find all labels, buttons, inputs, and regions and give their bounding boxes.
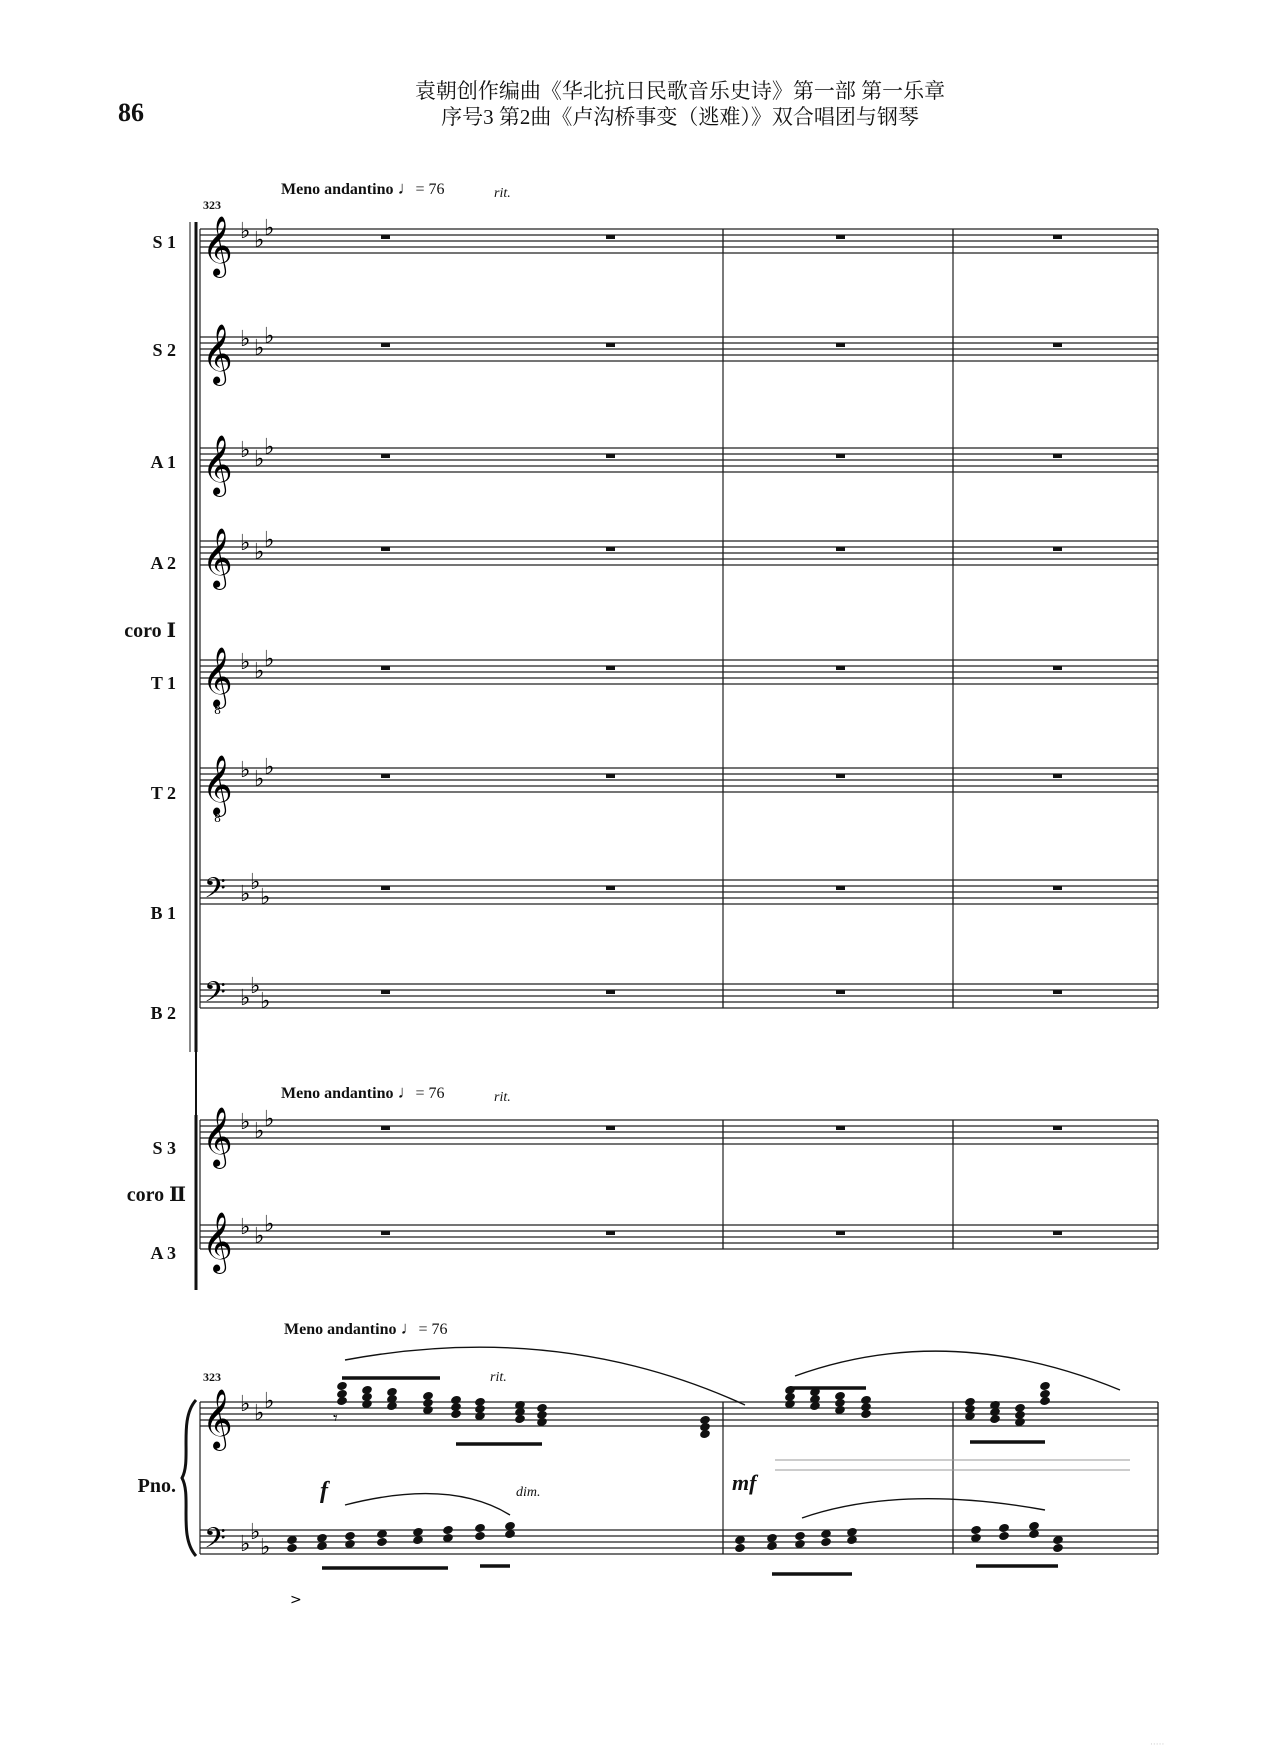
flat-icon: ♭ [240,986,251,1011]
bass-clef-icon: 𝄢 [204,1522,226,1562]
whole-rest-icon [606,454,615,458]
quarter-note-icon: ♩ [397,178,416,198]
piano-lh-chord-notehead [376,1537,388,1548]
whole-rest-icon [381,547,390,551]
group-label-coro2: coro Ⅱ [126,1184,186,1206]
piano-lh-chord-notehead [286,1543,298,1554]
whole-rest-icon [1053,343,1062,347]
staff-label-t2: T 2 [150,783,176,803]
flat-icon: ♭ [240,327,251,352]
measure-number-piano: 323 [203,1370,221,1384]
flat-icon: ♭ [240,219,251,244]
whole-rest-icon [381,1126,390,1130]
flat-icon: ♭ [240,438,251,463]
tempo-text: Meno andantino [284,1321,397,1338]
whole-rest-icon [1053,1126,1062,1130]
staff-label-b1: B 1 [150,903,176,923]
piano-lh-chord-notehead [734,1543,746,1554]
staff-label-piano: Pno. [137,1475,176,1497]
whole-rest-icon [606,666,615,670]
piano-lh-chord-notehead [1052,1543,1064,1554]
flat-icon: ♭ [264,647,275,672]
treble-clef-icon: 𝄞 [202,435,233,495]
whole-rest-icon [606,1126,615,1130]
flat-icon: ♭ [254,767,265,792]
flat-icon: ♭ [240,531,251,556]
accent-icon: > [290,1592,302,1608]
dynamic-forte: f [320,1478,328,1504]
whole-rest-icon [381,774,390,778]
staff-label-s1: S 1 [152,232,176,252]
whole-rest-icon [381,1231,390,1235]
flat-icon: ♭ [250,974,261,999]
whole-rest-icon [1053,235,1062,239]
whole-rest-icon [606,886,615,890]
page-number: 86 [118,98,144,127]
piano-rh-chord-notehead [1039,1396,1051,1407]
flat-icon: ♭ [240,650,251,675]
measure-number-choir: 323 [203,198,221,212]
staff-label-s2: S 2 [152,340,176,360]
whole-rest-icon [836,990,845,994]
flat-icon: ♭ [264,1107,275,1132]
rit-marking-piano: rit. [490,1370,507,1385]
piano-lh-chord-notehead [998,1523,1010,1534]
staff-label-b2: B 2 [150,1003,176,1023]
treble-clef-icon: 𝄞 [202,1107,233,1167]
piano-lh-chord-notehead [442,1525,454,1536]
tempo-text: Meno andantino [281,181,394,198]
whole-rest-icon [836,774,845,778]
bass-clef-icon: 𝄢 [204,872,226,912]
eighth-rest-icon: 𝄾 [333,1408,338,1429]
whole-rest-icon [606,1231,615,1235]
flat-icon: ♭ [240,1215,251,1240]
flat-icon: ♭ [240,882,251,907]
page-title: 袁朝创作编曲《华北抗日民歌音乐史诗》第一部 第一乐章 [414,79,946,103]
whole-rest-icon [606,235,615,239]
quarter-note-icon: ♩ [397,1082,416,1102]
rit-marking-choir1: rit. [494,186,511,201]
rit-marking-choir2: rit. [494,1090,511,1105]
slur [795,1351,1120,1390]
dynamic-mezzoforte: mf [732,1470,757,1495]
flat-icon: ♭ [254,1119,265,1144]
piano-rh-chord-notehead [336,1396,348,1407]
flat-icon: ♭ [254,447,265,472]
flat-icon: ♭ [260,1535,271,1560]
whole-rest-icon [836,454,845,458]
whole-rest-icon [381,454,390,458]
flat-icon: ♭ [260,885,271,910]
flat-icon: ♭ [254,228,265,253]
whole-rest-icon [836,547,845,551]
piano-lh-chord-notehead [820,1537,832,1548]
flat-icon: ♭ [240,1532,251,1557]
tempo-bpm: = 76 [415,1085,445,1102]
flat-icon: ♭ [240,758,251,783]
group-label-coro1: coro Ⅰ [124,620,176,642]
bass-clef-icon: 𝄢 [204,976,226,1016]
flat-icon: ♭ [254,336,265,361]
staff-label-a3: A 3 [150,1243,176,1263]
treble-clef-icon: 𝄞 [202,324,233,384]
page-subtitle: 序号3 第2曲《卢沟桥事变（逃难）》双合唱团与钢琴 [441,105,919,129]
treble-clef-icon: 𝄞 [202,528,233,588]
piano-rh-chord-notehead [336,1381,348,1392]
piano-rh-chord-notehead [860,1409,872,1420]
whole-rest-icon [1053,1231,1062,1235]
slur [345,1347,745,1405]
piano-rh-chord-notehead [514,1414,526,1425]
treble-clef-icon: 𝄞 [202,647,233,707]
octave-8-icon: 8 [214,704,221,717]
whole-rest-icon [381,343,390,347]
flat-icon: ♭ [264,528,275,553]
piano-brace-icon [182,1400,196,1556]
flat-icon: ♭ [264,435,275,460]
octave-8-icon: 8 [214,812,221,825]
footer-watermark: ····· [1150,1740,1165,1750]
staff-label-t1: T 1 [150,673,176,693]
whole-rest-icon [606,774,615,778]
staff-label-a1: A 1 [150,452,176,472]
whole-rest-icon [1053,454,1062,458]
piano-lh-chord-notehead [998,1531,1010,1542]
treble-clef-icon: 𝄞 [202,1389,233,1449]
whole-rest-icon [606,547,615,551]
dynamic-dim: dim. [516,1485,541,1500]
piano-lh-chord-notehead [474,1523,486,1534]
staff-label-a2: A 2 [150,553,176,573]
treble-clef-icon: 𝄞 [202,216,233,276]
whole-rest-icon [836,666,845,670]
piano-rh-chord-notehead [989,1414,1001,1425]
staff-label-s3: S 3 [152,1138,176,1158]
piano-lh-chord-notehead [970,1525,982,1536]
piano-rh-chord-notehead [450,1409,462,1420]
whole-rest-icon [836,1231,845,1235]
flat-icon: ♭ [264,324,275,349]
whole-rest-icon [836,886,845,890]
whole-rest-icon [836,343,845,347]
flat-icon: ♭ [254,659,265,684]
whole-rest-icon [381,886,390,890]
whole-rest-icon [1053,547,1062,551]
flat-icon: ♭ [260,989,271,1014]
piano-lh-chord-notehead [344,1531,356,1542]
flat-icon: ♭ [254,1401,265,1426]
piano-lh-chord-notehead [794,1531,806,1542]
quarter-note-icon: ♩ [400,1318,419,1338]
whole-rest-icon [1053,666,1062,670]
whole-rest-icon [836,1126,845,1130]
piano-rh-chord-notehead [1039,1381,1051,1392]
piano-rh-chord-notehead [699,1429,711,1440]
whole-rest-icon [381,666,390,670]
flat-icon: ♭ [250,870,261,895]
tempo-text: Meno andantino [281,1085,394,1102]
whole-rest-icon [606,343,615,347]
flat-icon: ♭ [264,1212,275,1237]
flat-icon: ♭ [254,1224,265,1249]
flat-icon: ♭ [264,216,275,241]
whole-rest-icon [1053,774,1062,778]
piano-lh-chord-notehead [474,1531,486,1542]
flat-icon: ♭ [254,540,265,565]
tempo-bpm: = 76 [418,1321,448,1338]
whole-rest-icon [1053,886,1062,890]
whole-rest-icon [836,235,845,239]
flat-icon: ♭ [264,1389,275,1414]
whole-rest-icon [1053,990,1062,994]
slur [345,1494,510,1515]
tempo-bpm: = 76 [415,181,445,198]
whole-rest-icon [381,990,390,994]
treble-clef-icon: 𝄞 [202,1212,233,1272]
flat-icon: ♭ [240,1392,251,1417]
whole-rest-icon [606,990,615,994]
flat-icon: ♭ [240,1110,251,1135]
flat-icon: ♭ [264,755,275,780]
treble-clef-icon: 𝄞 [202,755,233,815]
whole-rest-icon [381,235,390,239]
slur [802,1499,1045,1518]
flat-icon: ♭ [250,1520,261,1545]
